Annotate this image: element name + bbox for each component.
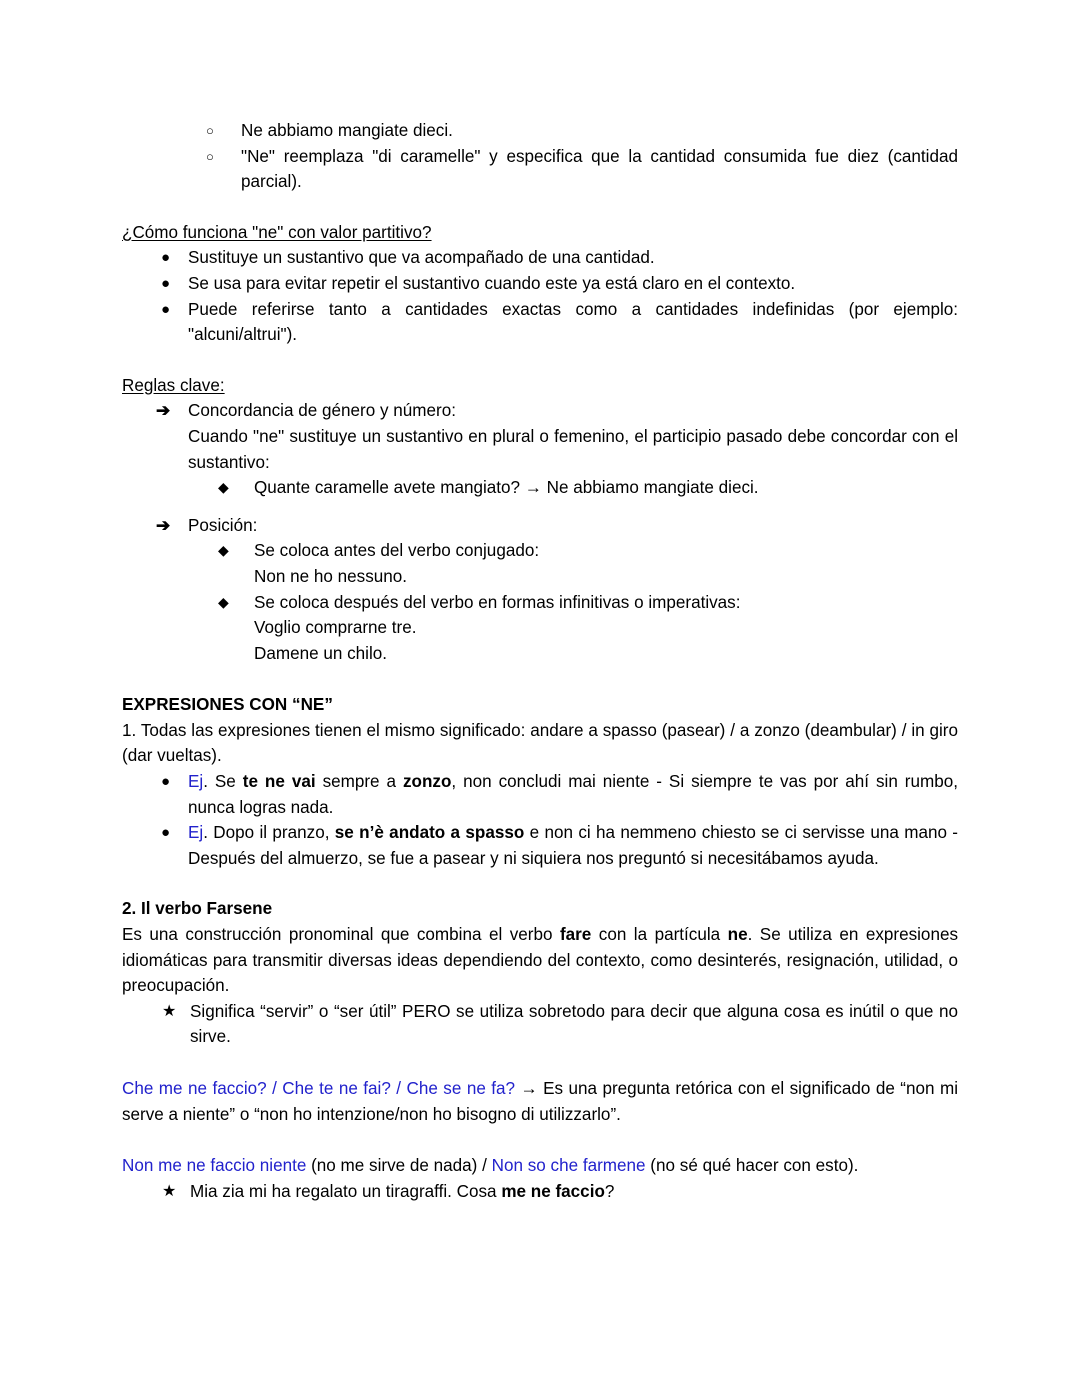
- expresiones-intro: [122, 718, 958, 769]
- list-item: [122, 999, 958, 1050]
- top-examples-list: [122, 118, 958, 195]
- list-item-text: Ne abbiamo mangiate dieci.: [241, 121, 453, 140]
- section-heading-expresiones: EXPRESIONES CON “NE”: [122, 695, 333, 715]
- paragraph-part: . Se utiliza en expresiones idiomáticas para transmitir diversas ideas dependiendo del contexto, como desinterés, resignación, utilidad, o preocupación.: [122, 925, 958, 996]
- example-part-bold: se n’è andato a spasso: [334, 823, 525, 843]
- niente-phrase-2: Non so che farmene: [491, 1156, 646, 1176]
- paragraph-part: Es una construcción pronominal que combina el verbo: [122, 925, 560, 945]
- list-item: [122, 820, 958, 871]
- list-item: [122, 769, 958, 820]
- list-item: [122, 297, 958, 348]
- list-item: [122, 475, 958, 501]
- section-heading-reglas: Reglas clave:: [122, 375, 225, 395]
- diamond-bullet-icon: ◆: [218, 542, 229, 559]
- niente-gloss-2: (no sé qué hacer con esto).: [645, 1156, 859, 1176]
- example-part: Dopo il pranzo,: [207, 823, 335, 843]
- list-item: [122, 590, 958, 667]
- dot-bullet-icon: ●: [161, 824, 171, 842]
- section-heading-partitivo: ¿Cómo funciona "ne" con valor partitivo?: [122, 222, 432, 242]
- rule-continuation: Cuando "ne" sustituye un sustantivo en plural o femenino, el participio pasado debe concordar con el sustantivo:: [188, 426, 958, 472]
- example-line: Non ne ho nessuno.: [254, 566, 408, 586]
- dot-bullet-icon: ●: [161, 249, 171, 267]
- list-item-text: Significa “servir” o “ser útil” PERO se utiliza sobretodo para decir que alguna cosa es inútil o que no sirve.: [190, 1001, 958, 1047]
- dot-bullet-icon: ●: [161, 274, 171, 292]
- paragraph-part: con la partícula: [591, 925, 728, 945]
- list-item-text: "Ne" reemplaza "di caramelle" y especifica que la cantidad consumida fue diez (cantidad parcial).: [241, 146, 958, 192]
- list-item-text: Quante caramelle avete mangiato? → Ne abbiamo mangiate dieci.: [254, 478, 759, 498]
- example-label-suffix: .: [203, 823, 208, 843]
- list-item-part: Mia zia mi ha regalato un tiragraffi. Cosa: [190, 1181, 502, 1201]
- list-item-text: Se coloca antes del verbo conjugado:: [254, 541, 540, 561]
- example-label: Ej: [188, 772, 204, 792]
- example-body: [188, 769, 958, 820]
- rhetorical-paragraph: [122, 1076, 958, 1127]
- arrow-bullet-icon: ➔: [156, 515, 171, 535]
- partitivo-list: [122, 245, 958, 347]
- rhetorical-explanation: → Es una pregunta retórica con el significado de “non mi serve a niente” o “non ho intenzione/non ho bisogno di utilizzarlo”.: [122, 1079, 958, 1124]
- list-item: [122, 118, 958, 144]
- example-part: Se: [207, 772, 243, 792]
- rhetorical-italian-phrases: Che me ne faccio? / Che te ne fai? / Che se ne fa?: [122, 1079, 516, 1098]
- example-body: [188, 820, 958, 871]
- section-heading-farsene: 2. Il verbo Farsene: [122, 899, 273, 919]
- list-item-part: ?: [604, 1181, 615, 1201]
- list-item: [122, 245, 958, 271]
- rule-concordancia: [122, 398, 958, 500]
- example-part: e non ci ha nemmeno chiesto se ci servisse una mano - Después del almuerzo, se fue a pasear y ni siquiera nos preguntó si necesitábamos ayuda.: [188, 823, 958, 868]
- list-item-body: [254, 538, 958, 589]
- example-line: Damene un chilo.: [254, 643, 388, 663]
- list-item-body: [190, 1179, 958, 1205]
- example-part-bold: zonzo: [402, 772, 452, 792]
- list-item: [122, 144, 958, 195]
- example-line: Voglio comprarne tre.: [254, 618, 417, 638]
- niente-paragraph: [122, 1153, 958, 1179]
- list-item-text: Puede referirse tanto a cantidades exactas como a cantidades indefinidas (por ejemplo: "alcuni/altrui").: [188, 299, 958, 345]
- list-item: [122, 513, 958, 539]
- dot-bullet-icon: ●: [161, 300, 171, 318]
- star-bullet-icon: ★: [162, 1182, 177, 1200]
- niente-gloss-1: (no me sirve de nada) /: [306, 1156, 492, 1176]
- document-body: [122, 118, 958, 1204]
- list-item: [122, 538, 958, 589]
- rule-title: Concordancia de género y número:: [188, 401, 456, 421]
- paragraph-part-bold: ne: [727, 925, 748, 945]
- list-item-body: [254, 590, 958, 667]
- circle-bullet-icon: ○: [206, 123, 214, 138]
- list-item-text: Se usa para evitar repetir el sustantivo cuando este ya está claro en el contexto.: [188, 273, 796, 293]
- niente-phrase-1: Non me ne faccio niente: [122, 1156, 307, 1176]
- list-item-part-bold: me ne faccio: [501, 1181, 605, 1201]
- rule-title: Posición:: [188, 515, 258, 535]
- circle-bullet-icon: ○: [206, 148, 214, 164]
- list-item: [122, 398, 958, 424]
- example-part: sempre a: [315, 772, 403, 792]
- list-item: [122, 1179, 958, 1205]
- example-label: Ej: [188, 823, 204, 843]
- diamond-bullet-icon: ◆: [218, 479, 229, 496]
- arrow-bullet-icon: ➔: [156, 401, 171, 421]
- example-label-suffix: .: [203, 772, 208, 792]
- intro-text: Todas las expresiones tienen el mismo significado: andare a spasso (pasear) / a zonzo (deambular) / in giro (dar vueltas).: [122, 720, 958, 766]
- farsene-paragraph: [122, 922, 958, 999]
- example-part-bold: te ne vai: [242, 772, 316, 792]
- list-item: [122, 271, 958, 297]
- star-bullet-icon: ★: [162, 1002, 177, 1020]
- dot-bullet-icon: ●: [161, 773, 171, 791]
- rule-posicion: [122, 513, 958, 667]
- diamond-bullet-icon: ◆: [218, 593, 229, 610]
- list-item-text: Se coloca después del verbo en formas infinitivas o imperativas:: [254, 592, 741, 612]
- example-part: , non concludi mai niente - Si siempre te vas por ahí sin rumbo, nunca logras nada.: [188, 772, 958, 817]
- list-item-text: Sustituye un sustantivo que va acompañado de una cantidad.: [188, 248, 655, 268]
- intro-number: 1.: [122, 720, 137, 740]
- paragraph-part-bold: fare: [559, 925, 592, 945]
